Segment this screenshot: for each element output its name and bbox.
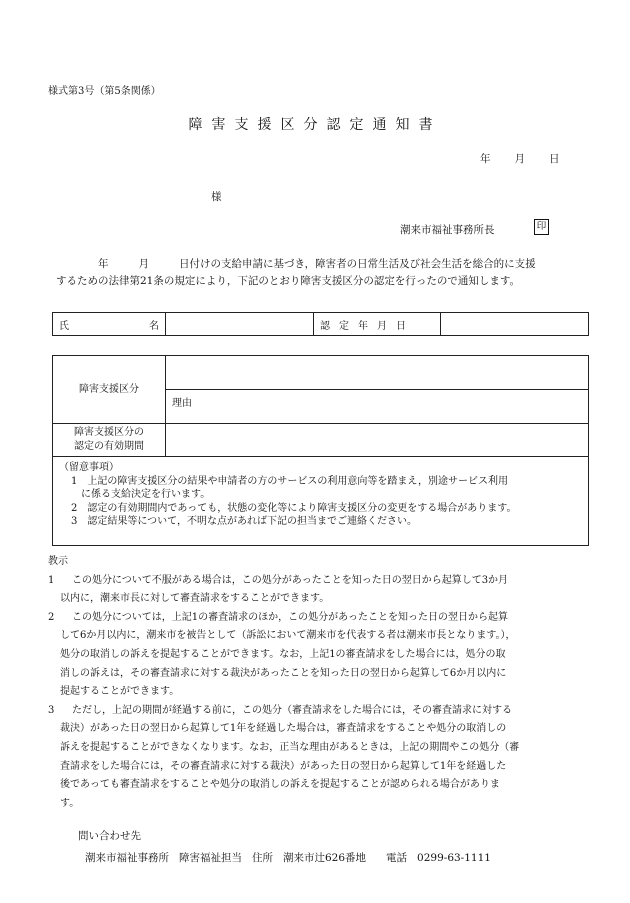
instruction-item — [48, 609, 588, 702]
reason-cell — [166, 390, 589, 424]
form-number: 様式第3号（第5条関係） — [48, 86, 161, 97]
name-table — [52, 312, 589, 336]
instruction-line: 提起することができます。 — [60, 686, 180, 698]
note-2: 2 認定の有効期間内であっても，状態の変化等により障害支援区分の変更をする場合があります。 — [71, 502, 517, 514]
intro-year: 年 — [98, 258, 109, 270]
instructions-heading: 教示 — [48, 556, 68, 567]
intro-line2: するための法律第21条の規定により，下記のとおり障害支援区分の認定を行ったので通知します。 — [56, 275, 521, 287]
instruction-number: 2 — [48, 611, 55, 623]
contact-details — [78, 847, 501, 869]
addressee: 様 — [211, 191, 222, 203]
classification-value — [166, 356, 589, 390]
instruction-line: ただし，上記の期間が経過する前に，この処分（審査請求をした場合には，その審査請求に対する — [72, 704, 512, 716]
contact-phone: 0299-63-1111 — [417, 852, 491, 864]
notes-heading: （留意事項） — [59, 462, 119, 473]
seal-stamp: 印 — [534, 219, 549, 235]
cert-date-label: 認定年月日 — [314, 313, 441, 336]
notes-section — [53, 457, 589, 546]
contact-address-label: 住所 — [252, 852, 273, 864]
instruction-line: す。 — [60, 797, 80, 809]
instruction-line: 以内に，潮来市長に対して審査請求をすることができます。 — [60, 593, 330, 605]
contact-address: 潮来市辻626番地 — [283, 852, 367, 864]
document-title: 障害支援区分認定通知書 — [188, 117, 442, 133]
intro-month: 月 — [138, 258, 149, 270]
instruction-line: この処分について不服がある場合は，この処分があったことを知った日の翌日から起算して3か月 — [72, 574, 509, 586]
intro-paragraph — [56, 256, 586, 290]
instruction-item — [48, 572, 588, 609]
instruction-line: この処分については，上記1の審査請求のほか，この処分があったことを知った日の翌日から起算 — [72, 611, 509, 623]
contact-phone-label: 電話 — [386, 852, 408, 864]
instruction-line: 裁決）があった日の翌日から起算して1年を経過した場合は，審査請求をすることや処分の取消しの — [60, 723, 507, 735]
cert-date-value — [441, 313, 589, 336]
date-year: 年 — [480, 153, 491, 165]
note-1a: 1 上記の障害支援区分の結果や申請者の方のサービスの利用意向等を踏まえ，別途サービス利用 — [71, 475, 508, 487]
contact-department: 障害福祉担当 — [179, 852, 242, 864]
instruction-line: 消しの訴えは，その審査請求に対する裁決があったことを知った日の翌日から起算して6か月以内に — [60, 667, 507, 679]
date-day: 日 — [549, 153, 560, 165]
instruction-line: 後であっても審査請求をすることや処分の取消しの訴えを提起することが認められる場合がありま — [60, 779, 500, 791]
instruction-item — [48, 702, 588, 814]
instructions-section — [48, 553, 588, 813]
instruction-line: 訴えを提起することができなくなります。なお，正当な理由があるときは，上記の期間やこの処分（審 — [60, 741, 520, 753]
date-line — [480, 151, 560, 166]
validity-label-line2: 認定の有効期間 — [74, 441, 144, 452]
validity-label-line1: 障害支援区分の — [74, 427, 144, 438]
intro-line1: 日付けの支給申請に基づき，障害者の日常生活及び社会生活を総合的に支援 — [179, 258, 536, 270]
note-1b: に係る支給決定を行います。 — [81, 489, 211, 500]
sender: 潮来市福祉事務所長 — [400, 224, 495, 236]
instruction-number: 3 — [48, 704, 55, 716]
validity-value — [166, 424, 589, 457]
name-label: 氏 名 — [53, 313, 166, 336]
instruction-number: 1 — [48, 574, 55, 586]
instruction-line: 査請求をした場合には，その審査請求に対する裁決）があった日の翌日から起算して1年を経過した — [60, 760, 507, 772]
instruction-line: して6か月以内に，潮来市を被告として（訴訟において潮来市を代表する者は潮来市長となります。）， — [60, 630, 516, 642]
date-month: 月 — [514, 153, 525, 165]
contact-heading: 問い合わせ先 — [78, 830, 141, 842]
note-3: 3 認定結果等について，不明な点があれば下記の担当までご連絡ください。 — [71, 516, 417, 527]
contact-section — [78, 825, 501, 869]
classification-label: 障害支援区分 — [53, 356, 166, 424]
reason-label: 理由 — [172, 398, 192, 409]
instruction-line: 処分の取消しの訴えを提起することができます。なお，上記1の審査請求をした場合には，処分の取 — [60, 648, 506, 660]
validity-label — [53, 424, 166, 457]
name-value — [166, 313, 314, 336]
classification-table — [52, 355, 589, 546]
contact-office: 潮来市福祉事務所 — [85, 852, 169, 864]
